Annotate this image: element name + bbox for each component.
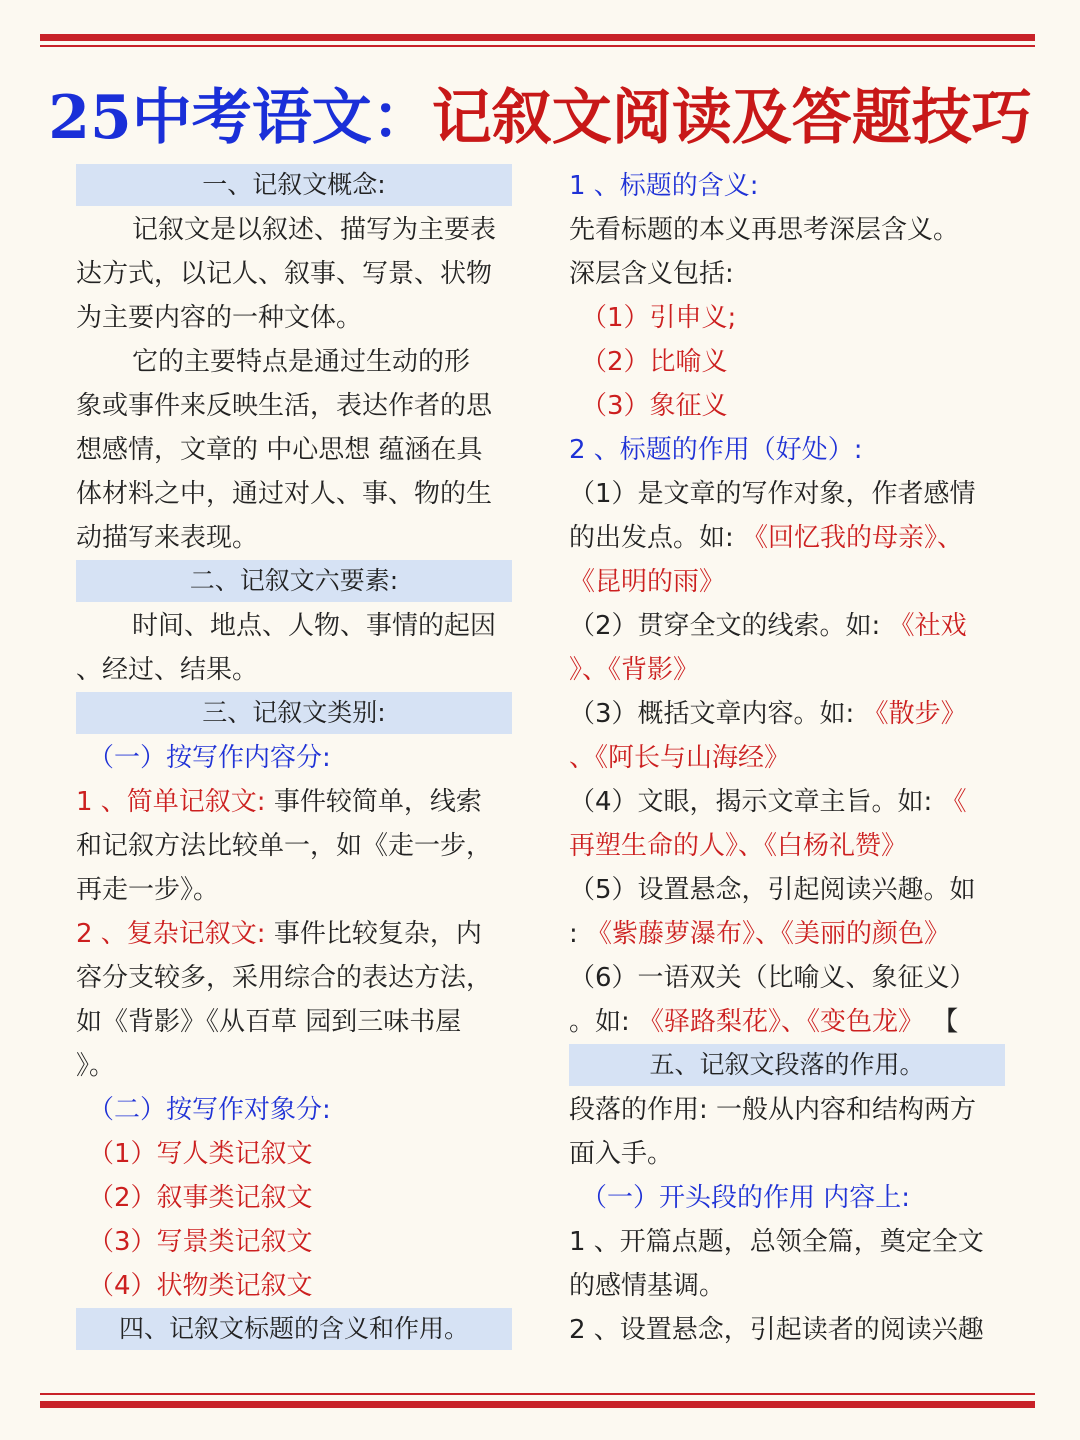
section-header-paragraph-function: 五、记叙文段落的作用。 [569,1044,1005,1086]
section-header-categories: 三、记叙文类别: [76,692,512,734]
example-works: 、《阿长与山海经》 [569,743,791,773]
example-works: 《昆明的雨》 [569,567,726,597]
text-line: 先看标题的本义再思考深层含义。 [569,215,960,245]
list-item: （1）写人类记叙文 [88,1139,313,1169]
text-span: 。如: [569,1007,639,1037]
item-text: 事件较简单，线索 [265,787,482,817]
text-line: 深层含义包括: [569,259,734,289]
text-line: 象或事件来反映生活，表达作者的思 [76,391,493,421]
text-line [76,780,512,824]
text-line: （6）一语双关（比喻义、象征义） [569,963,976,993]
subheading-title-meaning: 1 、标题的含义: [569,171,759,201]
text-line: 记叙文是以叙述、描写为主要表 [132,215,497,245]
subheading-by-object: （二）按写作对象分: [88,1095,331,1125]
bottom-rule-thin [40,1393,1035,1395]
text-line: 想感情，文章的 中心思想 蕴涵在具 [76,435,483,465]
list-item: （2）叙事类记叙文 [88,1183,313,1213]
text-line: 达方式，以记人、叙事、写景、状物 [76,259,493,289]
text-span: 【 [924,1007,959,1037]
text-line: 容分支较多，采用综合的表达方法， [76,963,493,993]
example-works: 》、《背影》 [569,655,700,685]
right-column [569,164,1005,1352]
text-line: （5）设置悬念，引起阅读兴趣。如 [569,875,976,905]
list-item: （3）写景类记叙文 [88,1227,313,1257]
example-works: 再塑生命的人》、《白杨礼赞》 [569,831,908,861]
text-line: 和记叙方法比较单一，如《走一步， [76,831,493,861]
text-line: 体材料之中，通过对人、事、物的生 [76,479,493,509]
text-line: 1 、开篇点题，总领全篇，奠定全文 [569,1227,984,1257]
text-line [569,604,1005,648]
list-item: （1）引申义; [581,303,737,333]
example-works: 《回忆我的母亲》、 [742,523,964,553]
text-line [569,1000,1005,1044]
example-works: 《散步》 [862,699,967,729]
title-left: 25中考语文： [48,83,432,153]
section-header-six-elements: 二、记叙文六要素: [76,560,512,602]
text-line [569,516,1005,560]
list-item: （4）状物类记叙文 [88,1271,313,1301]
top-rule-thick [40,34,1035,41]
section-header-title-meaning: 四、记叙文标题的含义和作用。 [76,1308,512,1350]
title-right: 记叙文阅读及答题技巧 [431,83,1032,153]
subheading-opening-paragraph: （一）开头段的作用 内容上: [581,1183,911,1213]
text-line: 再走一步》。 [76,875,220,905]
page-title [0,80,1080,156]
list-item: （3）象征义 [581,391,728,421]
text-line [76,912,512,956]
text-span: （3）概括文章内容。如: [569,699,863,729]
list-item: （2）比喻义 [581,347,728,377]
text-span: : [569,919,587,949]
section-header-concept: 一、记叙文概念: [76,164,512,206]
text-line [569,780,1005,824]
text-line [569,912,1005,956]
subheading-title-function: 2 、标题的作用（好处）: [569,435,863,465]
text-span: （4）文眼，揭示文章主旨。如: [569,787,941,817]
example-works: 《社戏 [888,611,967,641]
text-line: 动描写来表现。 [76,523,259,553]
text-line: 它的主要特点是通过生动的形 [132,347,471,377]
item-label: 2 、复杂记叙文: [76,919,266,949]
text-line: 段落的作用: 一般从内容和结构两方 [569,1095,977,1125]
text-line: 为主要内容的一种文体。 [76,303,363,333]
subheading-by-content: （一）按写作内容分: [88,743,331,773]
text-line: （1）是文章的写作对象，作者感情 [569,479,976,509]
text-line: 、经过、结果。 [76,655,259,685]
text-line: 》。 [76,1051,116,1081]
item-label: 1 、简单记叙文: [76,787,266,817]
text-line: 如《背影》《从百草 园到三味书屋 [76,1007,462,1037]
text-span: （2）贯穿全文的线索。如: [569,611,889,641]
bottom-rule-thick [40,1401,1035,1408]
text-span: 的出发点。如: [569,523,743,553]
text-line: 面入手。 [569,1139,674,1169]
top-rule-thin [40,45,1035,47]
text-line: 时间、地点、人物、事情的起因 [132,611,497,641]
example-works: 《 [940,787,967,817]
left-column [76,164,512,1352]
text-line: 的感情基调。 [569,1271,726,1301]
text-line: 2 、设置悬念，引起读者的阅读兴趣 [569,1315,984,1345]
example-works: 《紫藤萝瀑布》、《美丽的颜色》 [586,919,951,949]
item-text: 事件比较复杂，内 [265,919,482,949]
example-works: 《驿路梨花》、《变色龙》 [638,1007,925,1037]
text-line [569,692,1005,736]
